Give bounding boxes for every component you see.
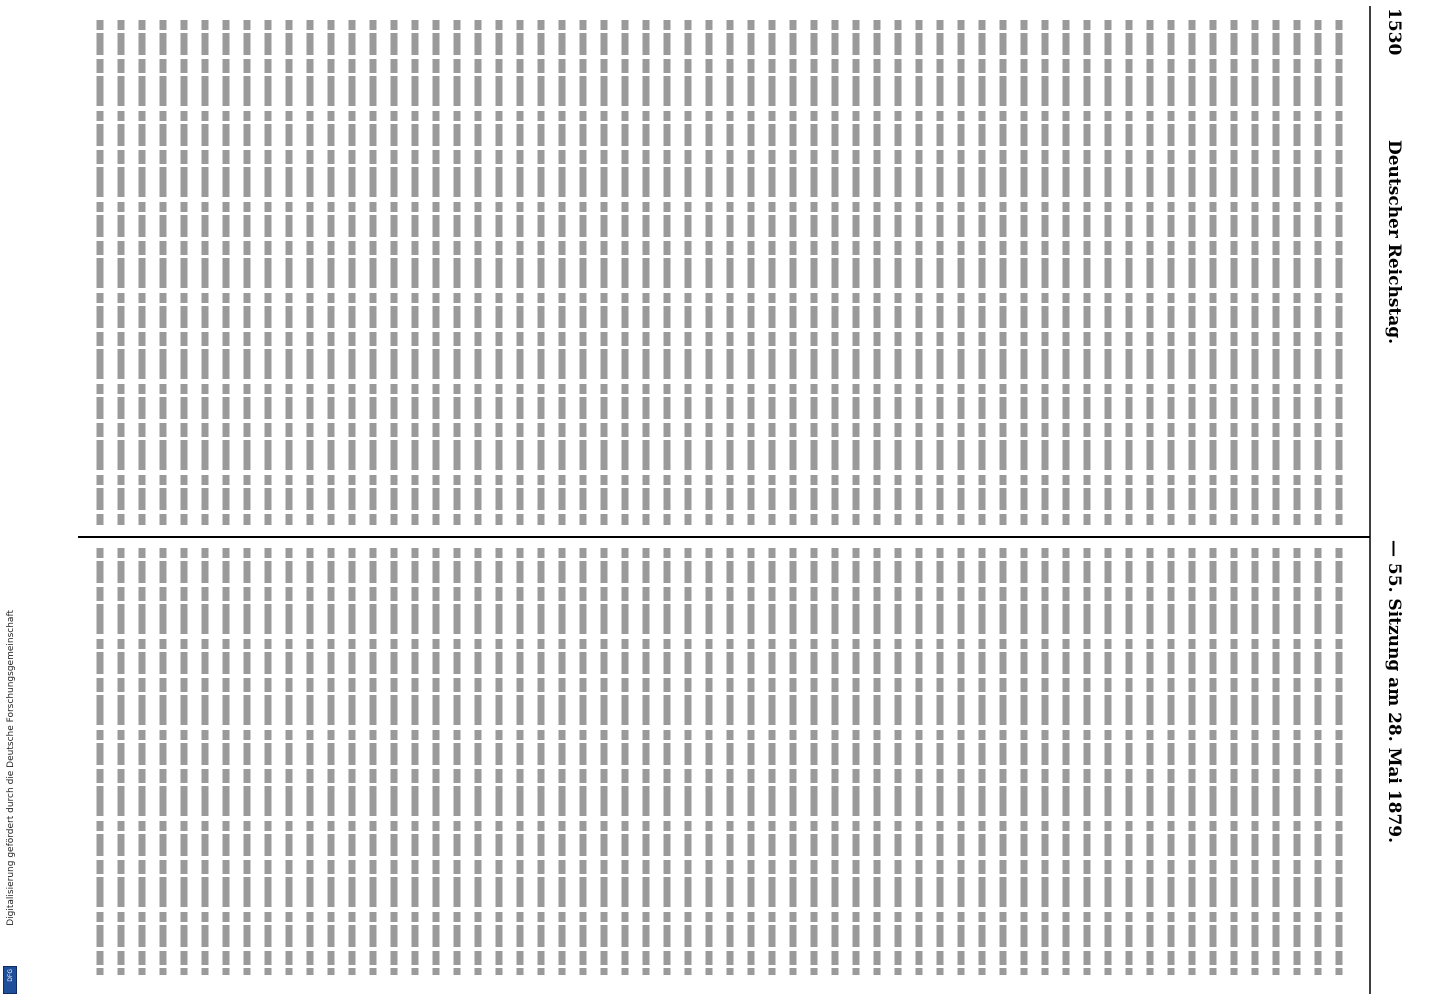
page-number: 1530 <box>1384 8 1404 56</box>
dfg-logo: DFG <box>3 966 17 994</box>
running-title: Deutscher Reichstag. <box>1384 140 1404 345</box>
session-info: — 55. Sitzung am 28. Mai 1879. <box>1384 540 1404 844</box>
digitization-credit: Digitalisierung gefördert durch die Deutsche Forschungsgemeinschaft <box>6 610 16 926</box>
